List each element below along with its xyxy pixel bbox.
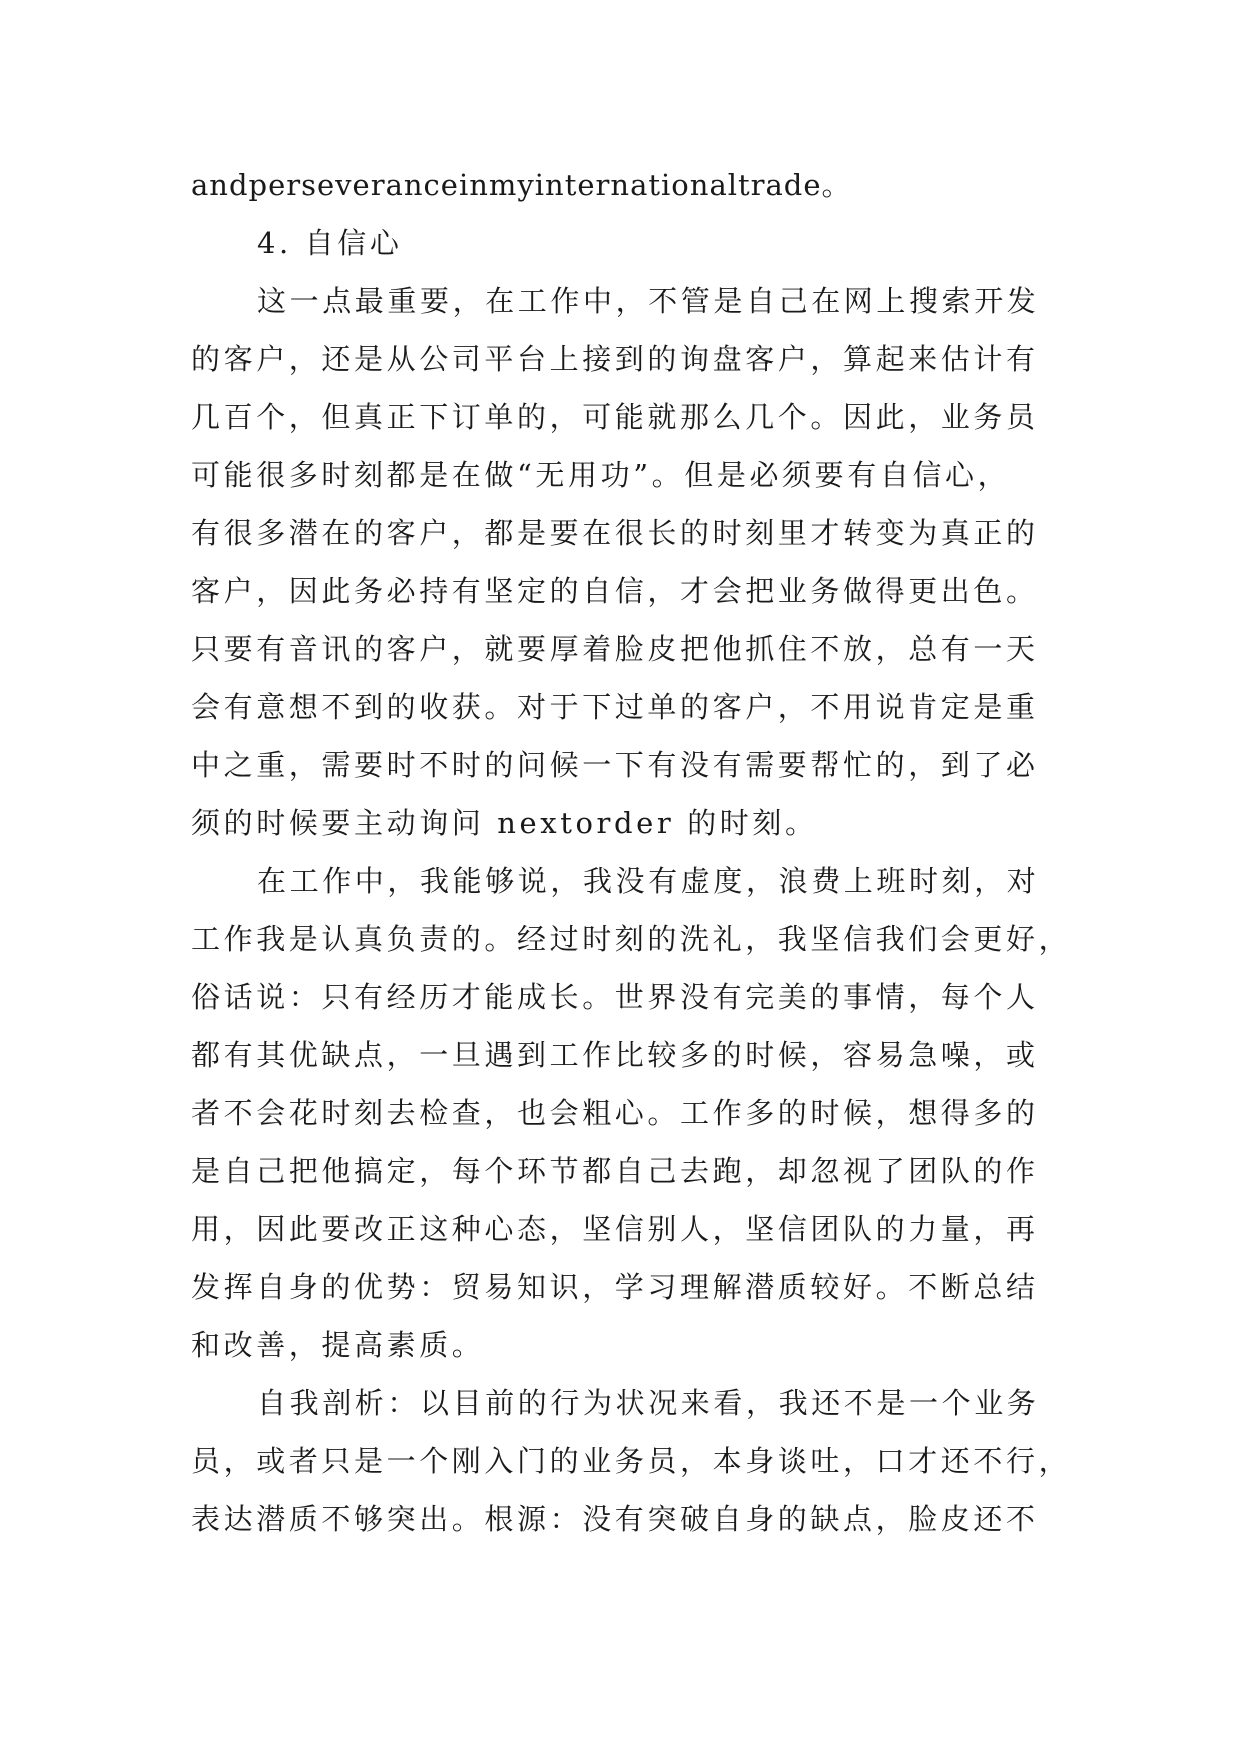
text-line: 员，或者只是一个刚入门的业务员，本身谈吐，口才还不行， [191, 1444, 1072, 1478]
paragraph-first-line: 自我剖析：以目前的行为状况来看，我还不是一个业务 [257, 1386, 1040, 1420]
text-line: 表达潜质不够突出。根源：没有突破自身的缺点，脸皮还不 [191, 1502, 1039, 1536]
text-line: 俗话说：只有经历才能成长。世界没有完美的事情，每个人 [191, 980, 1039, 1014]
text-line: 有很多潜在的客户，都是要在很长的时刻里才转变为真正的 [191, 516, 1039, 550]
text-line: 中之重，需要时不时的问候一下有没有需要帮忙的，到了必 [191, 748, 1039, 782]
text-line: 者不会花时刻去检查，也会粗心。工作多的时候，想得多的 [191, 1096, 1039, 1130]
text-line: 只要有音讯的客户，就要厚着脸皮把他抓住不放，总有一天 [191, 632, 1039, 666]
text-line: 都有其优缺点，一旦遇到工作比较多的时候，容易急噪，或 [191, 1038, 1039, 1072]
text-line: 会有意想不到的收获。对于下过单的客户，不用说肯定是重 [191, 690, 1039, 724]
text-line: 用，因此要改正这种心态，坚信别人，坚信团队的力量，再 [191, 1212, 1039, 1246]
text-line: 的客户，还是从公司平台上接到的询盘客户，算起来估计有 [191, 342, 1039, 376]
text-line: 工作我是认真负责的。经过时刻的洗礼，我坚信我们会更好， [191, 922, 1072, 956]
text-line: 几百个，但真正下订单的，可能就那么几个。因此，业务员 [191, 400, 1039, 434]
paragraph-first-line: 在工作中，我能够说，我没有虚度，浪费上班时刻，对 [257, 864, 1040, 898]
text-line: 可能很多时刻都是在做“无用功”。但是必须要有自信心， [191, 458, 1011, 492]
section-heading: 4. 自信心 [257, 226, 403, 260]
text-line: andperseveranceinmyinternationaltrade。 [191, 168, 852, 202]
text-line: 发挥自身的优势：贸易知识，学习理解潜质较好。不断总结 [191, 1270, 1039, 1304]
document-body [191, 156, 1072, 1548]
paragraph-first-line: 这一点最重要，在工作中，不管是自己在网上搜索开发 [257, 284, 1040, 318]
text-line: 和改善，提高素质。 [191, 1328, 485, 1362]
text-line: 是自己把他搞定，每个环节都自己去跑，却忽视了团队的作 [191, 1154, 1039, 1188]
text-line: 客户，因此务必持有坚定的自信，才会把业务做得更出色。 [191, 574, 1039, 608]
text-line: 须的时候要主动询问 nextorder 的时刻。 [191, 806, 818, 840]
